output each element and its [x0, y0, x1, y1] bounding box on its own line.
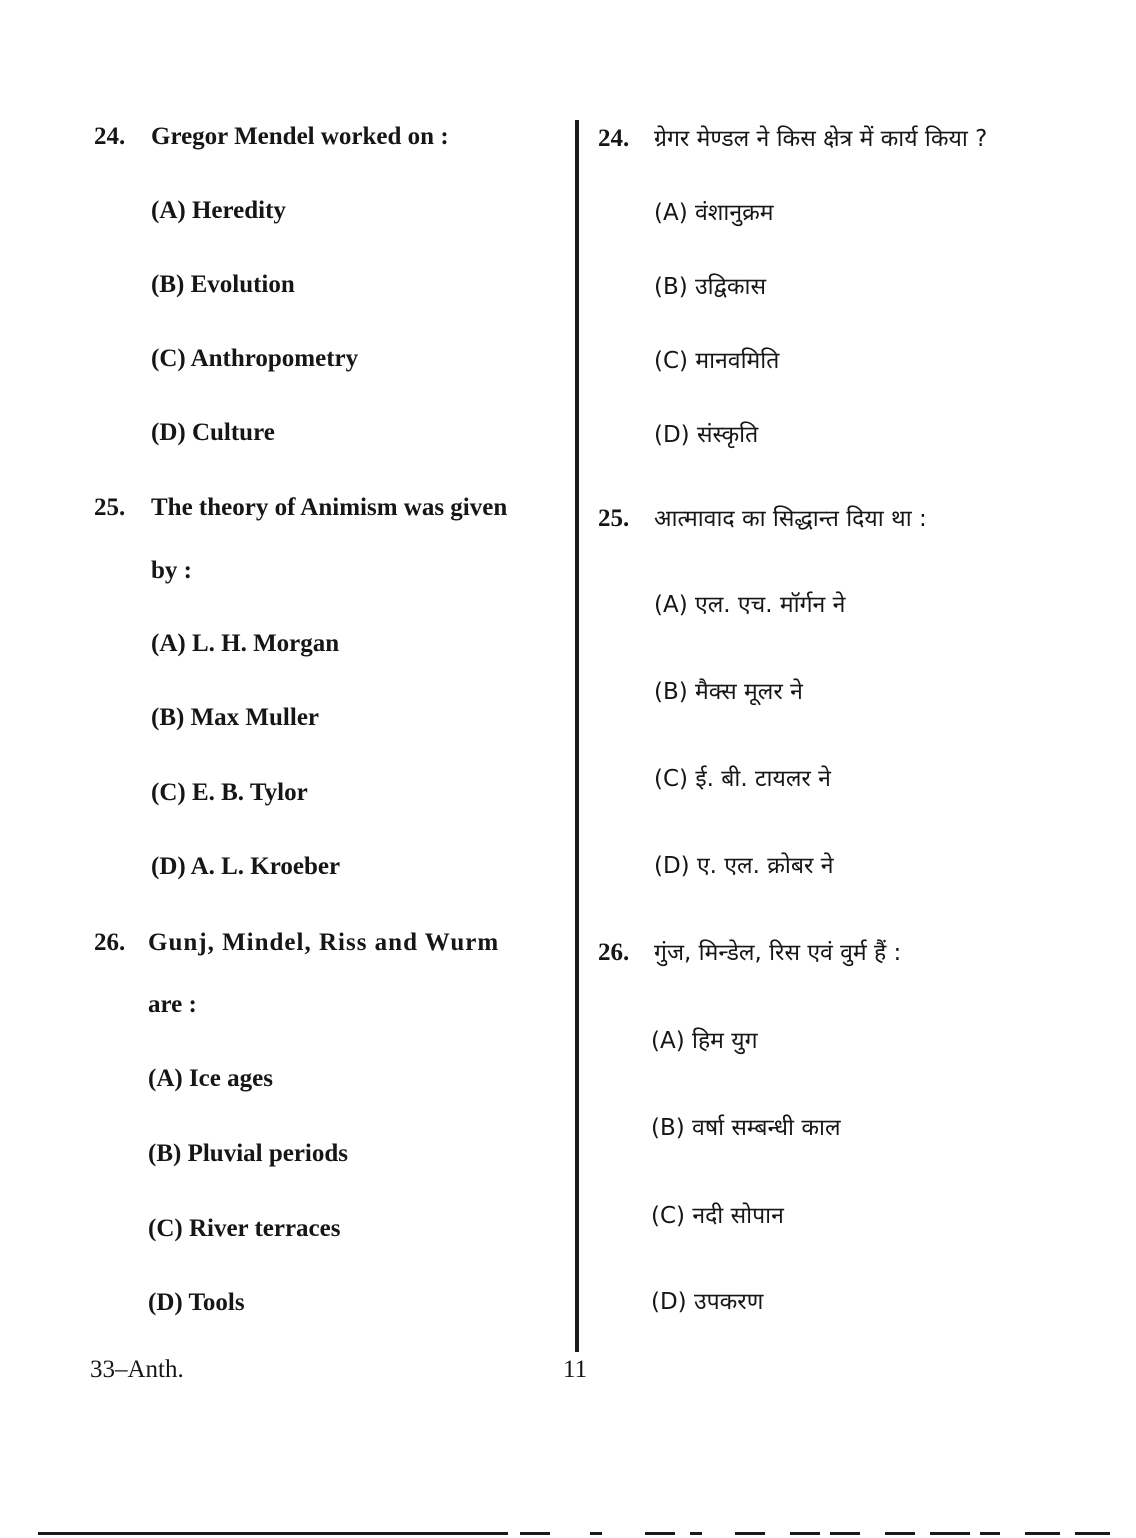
q26-option-a-hi: (A) हिम युग [651, 1028, 758, 1054]
q24-option-a-en: (A) Heredity [151, 197, 286, 224]
footer-rule-dash [520, 1532, 550, 1535]
q25-number-hi: 25. [598, 505, 630, 532]
footer-rule-dash [1025, 1532, 1060, 1535]
q24-option-d-hi: (D) संस्कृति [654, 422, 759, 448]
q25-option-d-hi: (D) ए. एल. क्रोबर ने [654, 853, 834, 879]
q25-text-line2-en: by : [151, 557, 192, 584]
q26-number-en: 26. [94, 929, 126, 956]
q25-number-en: 25. [94, 494, 126, 521]
footer-rule-dash [645, 1532, 675, 1535]
q25-option-b-hi: (B) मैक्स मूलर ने [654, 679, 803, 705]
footer-rule [38, 1532, 508, 1535]
paper-code: 33–Anth. [90, 1356, 184, 1383]
q24-number-en: 24. [94, 123, 126, 150]
q24-option-c-hi: (C) मानवमिति [654, 348, 780, 374]
footer-rule-dash [590, 1532, 602, 1535]
q26-option-d-hi: (D) उपकरण [651, 1289, 764, 1315]
footer-rule-dash [980, 1532, 1000, 1535]
q25-option-c-hi: (C) ई. बी. टायलर ने [654, 766, 831, 792]
q24-option-d-en: (D) Culture [151, 419, 275, 446]
q26-text-hi: गुंज, मिन्डेल, रिस एवं वुर्म हैं : [654, 940, 902, 966]
footer-rule-dash [1075, 1532, 1110, 1535]
q26-text-line1-en: Gunj, Mindel, Riss and Wurm [148, 929, 500, 956]
footer-rule-dash [790, 1532, 820, 1535]
q26-option-c-en: (C) River terraces [148, 1215, 341, 1242]
q25-option-b-en: (B) Max Muller [151, 704, 320, 731]
q26-option-c-hi: (C) नदी सोपान [651, 1203, 784, 1229]
q24-text-hi: ग्रेगर मेण्डल ने किस क्षेत्र में कार्य किया ? [654, 126, 988, 152]
q24-option-c-en: (C) Anthropometry [151, 345, 359, 372]
footer-rule-dash [830, 1532, 860, 1535]
q24-option-a-hi: (A) वंशानुक्रम [654, 200, 774, 226]
page-number: 11 [563, 1356, 588, 1383]
q25-text-line1-en: The theory of Animism was given [151, 494, 508, 521]
footer-rule-dash [885, 1532, 915, 1535]
q24-text-en: Gregor Mendel worked on : [151, 123, 449, 150]
q26-number-hi: 26. [598, 939, 630, 966]
column-divider [575, 120, 579, 1352]
q25-text-hi: आत्मावाद का सिद्धान्त दिया था : [654, 506, 927, 532]
q25-option-a-en: (A) L. H. Morgan [151, 630, 340, 657]
footer-rule-dash [930, 1532, 970, 1535]
q26-option-b-hi: (B) वर्षा सम्बन्धी काल [651, 1115, 841, 1141]
footer-rule-dash [690, 1532, 702, 1535]
q24-option-b-hi: (B) उद्विकास [654, 274, 766, 300]
q26-option-a-en: (A) Ice ages [148, 1065, 273, 1092]
q26-option-d-en: (D) Tools [148, 1289, 245, 1316]
q25-option-a-hi: (A) एल. एच. मॉर्गन ने [654, 592, 846, 618]
q24-option-b-en: (B) Evolution [151, 271, 295, 298]
q25-option-c-en: (C) E. B. Tylor [151, 779, 308, 806]
q24-number-hi: 24. [598, 125, 630, 152]
footer-rule-dash [735, 1532, 765, 1535]
q25-option-d-en: (D) A. L. Kroeber [151, 853, 341, 880]
q26-text-line2-en: are : [148, 991, 197, 1018]
q26-option-b-en: (B) Pluvial periods [148, 1140, 349, 1167]
